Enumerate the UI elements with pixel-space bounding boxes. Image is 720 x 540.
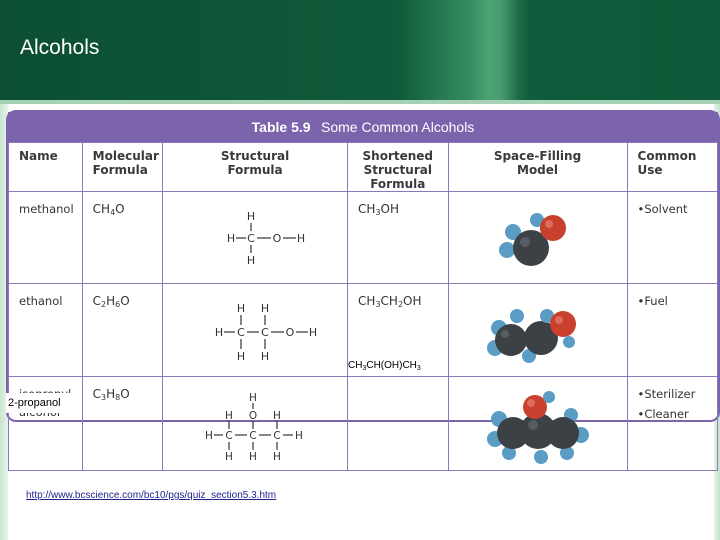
ethanol-space-filling-model	[459, 294, 619, 373]
cell-molecular: $C_3H_8O$	[82, 377, 162, 471]
atom-h: H	[273, 451, 281, 463]
header-highlight	[470, 0, 530, 100]
atom-h: H	[260, 302, 270, 315]
isopropyl-structural-formula	[173, 387, 339, 467]
atom-h: H	[246, 254, 256, 267]
atom-h: H	[295, 430, 303, 442]
methanol-space-filling-model	[459, 202, 619, 280]
cell-use: • Solvent	[627, 192, 717, 284]
cell-model-isopropyl	[448, 377, 627, 471]
atom-c: C	[273, 430, 281, 442]
header-model: Space-Filling Model	[448, 143, 627, 192]
atom-o: O	[248, 410, 258, 422]
atom-c: C	[261, 326, 269, 339]
atom-h: H	[236, 350, 246, 363]
atom-h: H	[296, 232, 306, 245]
ethanol-structural-formula	[173, 294, 339, 373]
methanol-structural-formula	[173, 202, 339, 280]
atom-h: H	[214, 326, 224, 339]
atom-c: C	[237, 326, 245, 339]
atom-h: H	[260, 350, 270, 363]
table-label: Table 5.9	[251, 119, 311, 135]
atom-h: H	[226, 232, 236, 245]
atom-h: H	[246, 210, 256, 223]
header-divider	[0, 100, 720, 104]
cell-structural-isopropyl	[163, 377, 348, 471]
slide-header	[0, 0, 720, 100]
cell-shortened: $CH_3CH_2OH$	[348, 284, 448, 377]
cell-model-methanol	[448, 192, 627, 284]
atom-h: H	[225, 410, 233, 422]
atom-h: H	[249, 451, 257, 463]
isopropyl-space-filling-model	[459, 387, 619, 467]
cell-structural-ethanol	[163, 284, 348, 377]
header-use: Common Use	[627, 143, 717, 192]
cell-molecular: $CH_4O$	[82, 192, 162, 284]
slide-title: Alcohols	[20, 36, 100, 59]
table-row	[9, 192, 718, 284]
alcohols-table	[8, 142, 718, 471]
header-structural: Structural Formula	[163, 143, 348, 192]
cell-shortened-empty	[348, 377, 448, 471]
cell-name: methanol	[9, 192, 83, 284]
atom-h: H	[225, 451, 233, 463]
table-row	[9, 377, 718, 471]
header-shortened: Shortened Structural Formula	[348, 143, 448, 192]
atom-h: H	[273, 410, 281, 422]
isopropyl-shortened-formula: $CH_3CH(OH)CH_3$	[348, 360, 421, 372]
table-banner	[8, 112, 718, 142]
atom-h: H	[205, 430, 213, 442]
atom-h: H	[236, 302, 246, 315]
header-molecular: Molecular Formula	[82, 143, 162, 192]
cell-use: • Fuel	[627, 284, 717, 377]
alcohols-table-figure	[6, 110, 720, 463]
cell-name	[9, 377, 83, 471]
atom-c: C	[249, 430, 257, 442]
cell-shortened: $CH_3OH$	[348, 192, 448, 284]
isopropyl-alt-name: 2-propanol	[6, 393, 74, 413]
atom-h: H	[249, 392, 257, 404]
atom-c: C	[247, 232, 255, 245]
cell-structural-methanol	[163, 192, 348, 284]
table-caption: Some Common Alcohols	[321, 119, 475, 135]
cell-model-ethanol	[448, 284, 627, 377]
cell-use: • Sterilizer • Cleaner	[627, 377, 717, 471]
table-header-row	[9, 143, 718, 192]
atom-o: O	[272, 232, 282, 245]
atom-c: C	[225, 430, 233, 442]
atom-o: O	[285, 326, 295, 339]
atom-h: H	[308, 326, 318, 339]
quiz-link[interactable]: http://www.bcscience.com/bc10/pgs/quiz_section5.3.htm	[26, 490, 277, 501]
header-name: Name	[9, 143, 83, 192]
cell-molecular: $C_2H_6O$	[82, 284, 162, 377]
cell-name: ethanol	[9, 284, 83, 377]
